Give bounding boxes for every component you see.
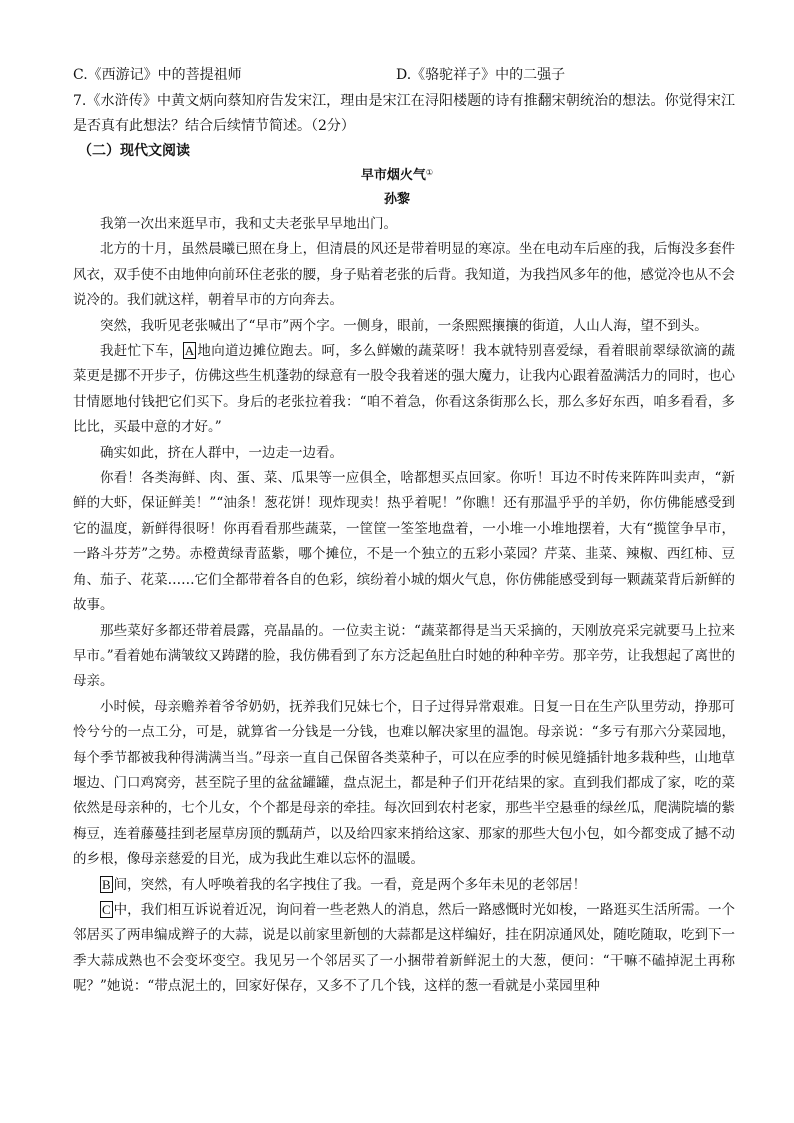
option-c: C.《西游记》中的菩提祖师 (73, 67, 242, 83)
paragraph-lead: 我赶忙下车， (100, 343, 183, 360)
paragraph: 突然，我听见老张喊出了“早市”两个字。一侧身，眼前，一条熙熙攘攘的街道，人山人海，望不到头。 (100, 317, 708, 334)
paragraph: 我第一次出来逛早市，我和丈夫老张早早地出门。 (100, 216, 397, 232)
article-author: 孙黎 (383, 192, 410, 207)
option-d: D.《骆驼祥子》中的二强子 (396, 67, 566, 83)
answer-options-row (73, 64, 733, 86)
blank-box-c: C (102, 901, 111, 917)
article-title-text: 早市烟火气 (360, 168, 426, 183)
blank-box-a: A (184, 343, 195, 359)
paragraph (73, 873, 735, 898)
blank-box-b: B (102, 876, 111, 892)
paragraph: 北方的十月，虽然晨曦已照在身上，但清晨的风还是带着明显的寒凉。坐在电动车后座的我，后悔没多套件风衣，双手使不由地伸向前环住老张的腰，身子贴着老张的后背。我知道，为我挡风多年的他，感觉冷也从不会说冷的。我们就这样，朝着早市的方向奔去。 (73, 241, 735, 309)
paragraph-text: 中，我们相互诉说着近况，询问着一些老熟人的消息，然后一路感慨时光如梭，一路逛买生活所需。一个邻居买了两串编成辫子的大蒜，说是以前家里新刨的大蒜都是这样编好，挂在阴凉通风处，随吃随取，吃到下一季大蒜成熟也不会变坏变空。我见另一个邻居买了一小捆带着新鲜泥土的大葱，便问：“干嘛不磕掉泥土再称呢？”她说：“带点泥土的，回家好保存，又多不了几个钱，这样的葱一看就是小菜园里种 (73, 901, 735, 995)
paragraph-text: 地向道边摊位跑去。呵，多么鲜嫩的蔬菜呀！我本就特别喜爱绿，看着眼前翠绿欲滴的蔬菜更是挪不开步子，仿佛这些生机蓬勃的绿意有一股令我着迷的强大魔力，让我内心跟着盈满活力的同时，也心甘情愿地付钱把它们买下。身后的老张拉着我：“咱不着急，你看这条街那么长，那么多好东西，咱多看看，多比比，买最中意的才好。” (73, 343, 736, 436)
paragraph: 你看！各类海鲜、肉、蛋、菜、瓜果等一应俱全，啥都想买点回家。你听！耳边不时传来阵阵叫卖声，“新鲜的大虾，保证鲜美！”“油条！葱花饼！现炸现卖！热乎着呢！”你瞧！还有那温乎乎的羊奶，你仿佛能感受到它的温度，新鲜得很呀！你再看看那些蔬菜，一筐筐一筌筌地盘着，一小堆一小堆地摆着，大有“揽筐争早市，一路斗芬芳”之势。赤橙黄绿青蓝紫，哪个摊位，不是一个独立的五彩小菜园？芹菜、韭菜、辣椒、西红柿、豆角、茄子、花菜……它们全都带着各自的色彩，缤纷着小城的烟火气息，你仿佛能感受到每一颗蔬菜背后新鲜的故事。 (73, 470, 735, 614)
paragraph-text: 间，突然，有人呼唤着我的名字拽住了我。一看，竟是两个多年未见的老邻居！ (113, 876, 587, 893)
footnote-mark: ① (425, 168, 434, 177)
paragraph (73, 339, 735, 441)
article-title (0, 163, 794, 186)
article-body (73, 212, 735, 1000)
paragraph: 那些菜好多都还带着晨露，亮晶晶的。一位卖主说：“蔬菜都得是当天采摘的，天刚放亮采完就要马上拉来早市。”看着她布满皱纹又踌躇的脸，我仿佛看到了东方泛起鱼肚白时她的种种辛劳。那辛劳，让我想起了离世的母亲。 (73, 622, 735, 690)
paragraph: 小时候，母亲赡养着爷爷奶奶，抚养我们兄妹七个，日子过得异常艰难。日复一日在生产队里劳动，挣那可怜兮兮的一点工分，可是，就算省一分钱是一分钱，也难以解决家里的温饱。母亲说：“多亏有那六分菜园地，每个季节都被我种得满满当当。”母亲一直自己保留各类菜种子，可以在应季的时候见缝插针地多栽种些，山地草堰边、门口鸡窝旁，甚至院子里的盆盆罐罐，盘点泥土，都是种子们开花结果的家。直到我们都成了家，吃的菜依然是母亲种的，七个儿女，个个都是母亲的牵挂。每次回到农村老家，那些半空悬垂的绿丝瓜，爬满院墙的紫梅豆，连着藤蔓挂到老屋草房顶的瓢葫芦，以及给四家来捎给这家、那家的那些大包小包，如今都变成了撼不动的乡根，像母亲慈爱的目光，成为我此生难以忘怀的温暖。 (73, 698, 735, 868)
paragraph (73, 898, 735, 1000)
paragraph: 确实如此，挤在人群中，一边走一边看。 (100, 444, 343, 461)
question-7: 7.《水浒传》中黄文炳向蔡知府告发宋江，理由是宋江在浔阳楼题的诗有推翻宋朝统治的想法。你觉得宋江是否真有此想法？结合后续情节简述。（2分） (73, 93, 735, 134)
section-heading: （二）现代文阅读 (78, 143, 190, 159)
